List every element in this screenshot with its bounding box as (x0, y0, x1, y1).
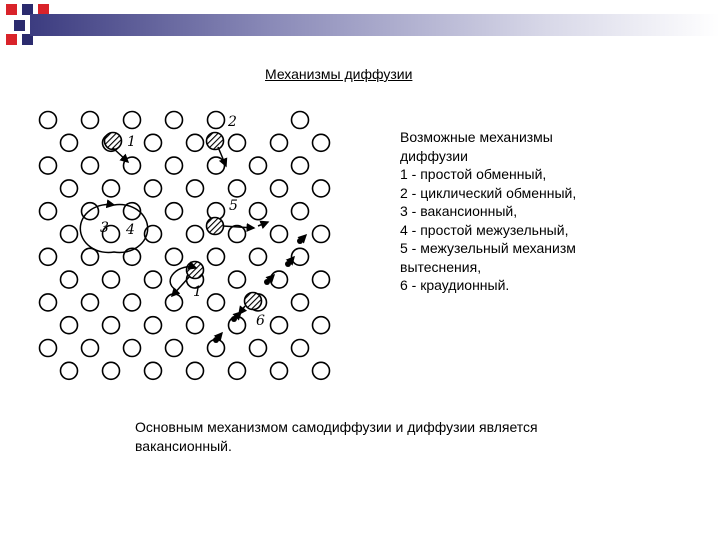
lattice-atom (40, 203, 57, 220)
movement-arrow (113, 148, 128, 162)
defect-atom (245, 293, 262, 310)
lattice-atom (292, 112, 309, 129)
lattice-atom (208, 294, 225, 311)
mechanisms-list (400, 128, 700, 295)
lattice-atom (103, 180, 120, 197)
lattice-atom (250, 203, 267, 220)
lattice-atom (82, 294, 99, 311)
lattice-atom (40, 157, 57, 174)
lattice-atom (103, 317, 120, 334)
lattice-atom (229, 226, 246, 243)
movement-arrow (216, 333, 222, 340)
lattice-atom (145, 180, 162, 197)
mechanism-label: 5 (229, 198, 238, 214)
lattice-atom (292, 157, 309, 174)
lattice-atom (61, 226, 78, 243)
mechanism-label: 6 (256, 313, 265, 329)
lattice-atom (229, 271, 246, 288)
lattice-atom (250, 340, 267, 357)
lattice-atom (271, 134, 288, 151)
lattice-atom (61, 180, 78, 197)
lattice-atom (82, 340, 99, 357)
lattice-atom (313, 180, 330, 197)
lattice-atom (124, 340, 141, 357)
lattice-atom (166, 157, 183, 174)
lattice-atom (187, 226, 204, 243)
mechanisms-line: вытеснения, (400, 258, 482, 275)
movement-arrow (258, 222, 268, 226)
lattice-atom (229, 134, 246, 151)
mechanisms-line: диффузии (400, 147, 468, 164)
lattice-atom (145, 362, 162, 379)
mechanisms-line: Возможные механизмы (400, 129, 553, 145)
lattice-atom (313, 226, 330, 243)
navy-square (14, 20, 25, 31)
lattice-atom (292, 203, 309, 220)
mechanisms-line: 4 - простой межузельный, (400, 221, 569, 238)
lattice-atom (40, 112, 57, 129)
lattice-atom (271, 226, 288, 243)
movement-arrow (300, 235, 306, 241)
mechanism-label: 1 (127, 134, 136, 150)
lattice-atom (82, 112, 99, 129)
header-gradient-bar (30, 14, 720, 36)
defect-atom (207, 133, 224, 150)
lattice-atom (313, 134, 330, 151)
lattice-atom (166, 112, 183, 129)
red-square (6, 34, 17, 45)
lattice-atom (313, 362, 330, 379)
lattice-atom (250, 157, 267, 174)
mechanism-label: 2 (228, 114, 237, 130)
movement-arrow (172, 276, 190, 296)
mechanisms-line: 6 - краудионный. (400, 277, 510, 293)
movement-arrows (80, 147, 306, 340)
defect-atom (207, 218, 224, 235)
diffusion-diagram (30, 100, 360, 390)
lattice-atom (229, 180, 246, 197)
lattice-atom (166, 203, 183, 220)
mechanisms-line: 1 - простой обменный, (400, 166, 547, 182)
lattice-atom (187, 362, 204, 379)
lattice-atom (208, 157, 225, 174)
page-title: Механизмы диффузии (265, 66, 413, 82)
atom-lattice (40, 112, 330, 380)
lattice-atom (208, 248, 225, 265)
lattice-atom (271, 317, 288, 334)
lattice-atom (271, 180, 288, 197)
lattice-atom (250, 248, 267, 265)
conclusion-text: Основным механизмом самодиффузии и диффузии является вакансионный. (135, 419, 538, 454)
lattice-atom (82, 157, 99, 174)
lattice-atom (229, 362, 246, 379)
mechanism-label: 1 (193, 284, 202, 300)
lattice-atom (61, 362, 78, 379)
lattice-atom (271, 362, 288, 379)
lattice-atom (40, 340, 57, 357)
lattice-atom (166, 294, 183, 311)
defect-atom (105, 133, 122, 150)
lattice-atom (40, 294, 57, 311)
lattice-atom (61, 134, 78, 151)
lattice-atom (145, 134, 162, 151)
lattice-atom (145, 317, 162, 334)
lattice-atom (40, 248, 57, 265)
lattice-atom (292, 248, 309, 265)
red-square (6, 4, 17, 15)
lattice-atom (166, 248, 183, 265)
lattice-atom (313, 271, 330, 288)
mechanism-label: 4 (126, 222, 135, 238)
lattice-atom (187, 134, 204, 151)
lattice-atom (145, 271, 162, 288)
lattice-atom (61, 317, 78, 334)
lattice-atom (187, 317, 204, 334)
lattice-atom (187, 180, 204, 197)
lattice-atom (166, 340, 183, 357)
movement-arrow (223, 226, 254, 228)
lattice-atom (61, 271, 78, 288)
lattice-atom (124, 112, 141, 129)
lattice-atom (124, 294, 141, 311)
lattice-atom (103, 362, 120, 379)
lattice-atom (208, 112, 225, 129)
lattice-atom (271, 271, 288, 288)
movement-arrow (239, 306, 245, 314)
lattice-atom (103, 271, 120, 288)
lattice-atom (292, 340, 309, 357)
mechanism-label: 3 (100, 220, 109, 236)
lattice-atom (313, 317, 330, 334)
mechanisms-line: 5 - межузельный механизм (400, 240, 576, 256)
lattice-atom (292, 294, 309, 311)
mechanisms-line: 3 - вакансионный, (400, 203, 518, 219)
mechanisms-line: 2 - циклический обменный, (400, 184, 577, 201)
